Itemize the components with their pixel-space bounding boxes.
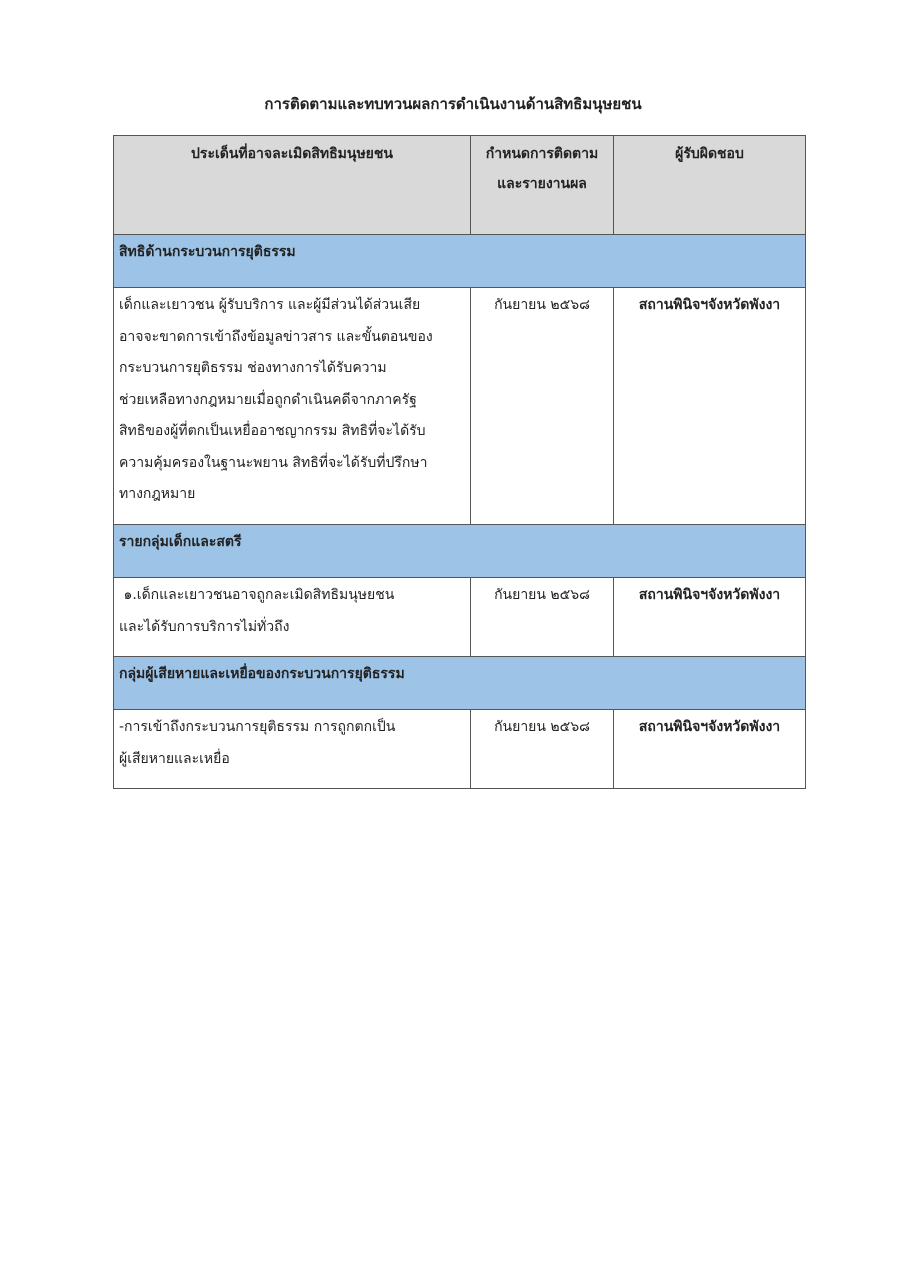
- table-row: [114, 288, 806, 525]
- header-due: กำหนดการติดตาม และรายงานผล: [471, 136, 614, 235]
- table-row: [114, 578, 806, 657]
- issue-cell: -การเข้าถึงกระบวนการยุติธรรม การถูกตกเป็น ผู้เสียหายและเหยื่อ: [114, 710, 471, 789]
- header-issue: ประเด็นที่อาจละเมิดสิทธิมนุษยชน: [114, 136, 471, 235]
- document-title: การติดตามและทบทวนผลการดำเนินงานด้านสิทธิมนุษยชน: [264, 95, 642, 113]
- section-heading: สิทธิด้านกระบวนการยุติธรรม: [114, 235, 806, 288]
- responsible-cell: สถานพินิจฯจังหวัดพังงา: [614, 578, 806, 657]
- due-cell: กันยายน ๒๕๖๘: [471, 288, 614, 525]
- section-heading: รายกลุ่มเด็กและสตรี: [114, 525, 806, 578]
- section-heading-row: [114, 235, 806, 288]
- table-row: [114, 710, 806, 789]
- human-rights-table: [113, 135, 806, 789]
- section-heading: กลุ่มผู้เสียหายและเหยื่อของกระบวนการยุติธรรม: [114, 657, 806, 710]
- section-heading-row: [114, 525, 806, 578]
- issue-cell: เด็กและเยาวชน ผู้รับบริการ และผู้มีส่วนได้ส่วนเสีย อาจจะขาดการเข้าถึงข้อมูลข่าวสาร และขั้นตอนของ กระบวนการยุติธรรม ช่องทางการได้รับความ ช่วยเหลือทางกฎหมายเมื่อถูกดำเนินคดีจากภาครัฐ สิทธิของผู้ที่ตกเป็นเหยื่ออาชญากรรม สิทธิที่จะได้รับ ความคุ้มครองในฐานะพยาน สิทธิที่จะได้รับที่ปรึกษา ทางกฎหมาย: [114, 288, 471, 525]
- responsible-cell: สถานพินิจฯจังหวัดพังงา: [614, 710, 806, 789]
- due-cell: กันยายน ๒๕๖๘: [471, 578, 614, 657]
- header-responsible: ผู้รับผิดชอบ: [614, 136, 806, 235]
- due-cell: กันยายน ๒๕๖๘: [471, 710, 614, 789]
- table-header-row: [114, 136, 806, 235]
- section-heading-row: [114, 657, 806, 710]
- responsible-cell: สถานพินิจฯจังหวัดพังงา: [614, 288, 806, 525]
- issue-cell: ๑.เด็กและเยาวชนอาจถูกละเมิดสิทธิมนุษยชน และได้รับการบริการไม่ทั่วถึง: [114, 578, 471, 657]
